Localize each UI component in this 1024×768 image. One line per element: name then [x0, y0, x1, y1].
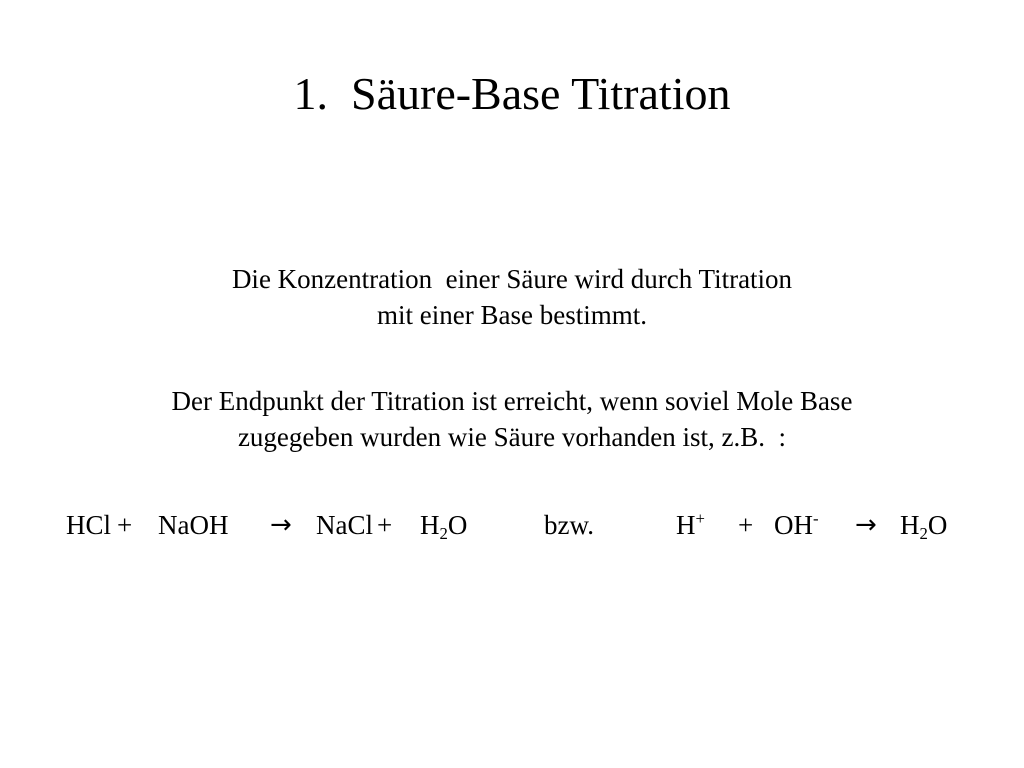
formula-symbol: O: [447, 510, 468, 540]
paragraph-endpoint: [0, 383, 1024, 455]
formula-subscript: 2: [919, 524, 928, 543]
reactant-hcl: HCl: [66, 510, 112, 540]
formula-superscript: -: [813, 509, 819, 528]
reaction-arrow-icon: →: [855, 510, 877, 540]
formula-subscript: 2: [439, 524, 448, 543]
paragraph-concentration: [0, 261, 1024, 333]
plus-sign: +: [377, 510, 393, 540]
plus-sign: +: [117, 510, 133, 540]
formula-symbol: OH: [774, 510, 813, 540]
reaction-equations: [0, 505, 1024, 545]
ion-hydrogen: [676, 505, 705, 545]
ion-hydroxide: [774, 505, 819, 545]
reaction-arrow-icon: →: [270, 510, 292, 540]
formula-symbol: H: [900, 510, 920, 540]
reactant-naoh: NaOH: [158, 510, 229, 540]
product-water: [900, 505, 947, 545]
formula-symbol: H: [420, 510, 440, 540]
paragraph-line: Der Endpunkt der Titration ist erreicht, wenn soviel Mole Base: [171, 386, 853, 416]
formula-symbol: O: [927, 510, 948, 540]
formula-superscript: +: [695, 509, 705, 528]
plus-sign: +: [738, 510, 754, 540]
paragraph-line: zugegeben wurden wie Säure vorhanden ist, z.B. :: [237, 422, 787, 452]
formula-symbol: H: [676, 510, 696, 540]
product-nacl: NaCl: [316, 510, 373, 540]
slide-title: 1. Säure-Base Titration: [293, 68, 731, 119]
product-water: [420, 505, 467, 545]
paragraph-line: Die Konzentration einer Säure wird durch Titration: [231, 264, 793, 294]
paragraph-line: mit einer Base bestimmt.: [377, 300, 647, 330]
separator-text: bzw.: [544, 510, 594, 540]
